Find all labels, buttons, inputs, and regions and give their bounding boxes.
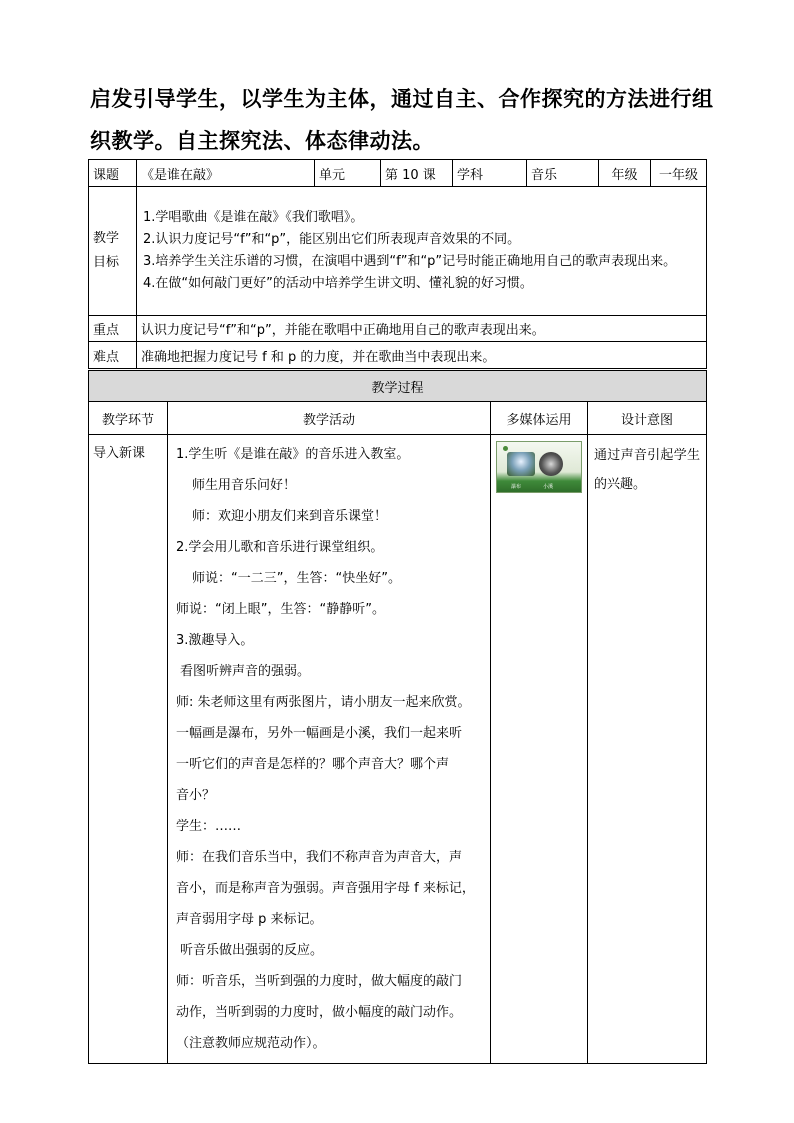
goals-content [137, 187, 707, 316]
header-media: 多媒体运用 [491, 402, 588, 435]
stream-image [539, 452, 563, 476]
stream-caption: 小溪 [543, 484, 554, 490]
waterfall-caption: 瀑布 [511, 484, 522, 490]
activity-line: 音小？ [176, 788, 216, 803]
activity-line: 师说：“一二三”，生答：“快坐好”。 [192, 571, 401, 586]
topic-value: 《是谁在敲》 [137, 160, 315, 187]
grade-value: 一年级 [651, 160, 707, 187]
goal-item: 3.培养学生关注乐谱的习惯，在演唱中遇到“f”和“p”记号时能正确地用自己的歌声表现出来。 [143, 254, 677, 269]
activity-line: 听音乐做出强弱的反应。 [180, 943, 324, 958]
key-point-label: 重点 [89, 316, 137, 342]
difficulty-text: 准确地把握力度记号 f 和 p 的力度，并在歌曲当中表现出来。 [137, 342, 707, 369]
activity-line: （注意教师应规范动作）。 [176, 1036, 326, 1051]
goals-label [89, 187, 137, 316]
activity-line: 师说：“闭上眼”，生答：“静静听”。 [176, 602, 385, 617]
header-purpose: 设计意图 [588, 402, 707, 435]
activity-cell [168, 435, 491, 1064]
activity-line: 2.学会用儿歌和音乐进行课堂组织。 [176, 540, 384, 555]
subject-label: 学科 [453, 160, 527, 187]
activity-line: 音小，而是称声音为强弱。声音强用字母 f 来标记， [176, 881, 475, 896]
activity-line: 师：在我们音乐当中，我们不称声音为声音大，声 [176, 850, 463, 865]
teaching-process-table [88, 370, 707, 1064]
header-stage: 教学环节 [89, 402, 168, 435]
activity-line: 看图听辨声音的强弱。 [180, 664, 311, 679]
intro-paragraph: 启发引导学生，以学生为主体，通过自主、合作探究的方法进行组织教学。自主探究法、体态律动法。 [90, 87, 714, 153]
activity-line: 一幅画是瀑布，另外一幅画是小溪，我们一起来听 [176, 726, 463, 741]
header-activity: 教学活动 [168, 402, 491, 435]
lesson-info-table [88, 159, 707, 369]
activity-line: 1.学生听《是谁在敲》的音乐进入教室。 [176, 447, 410, 462]
activity-line: 师：听音乐，当听到强的力度时，做大幅度的敲门 [176, 974, 463, 989]
purpose-cell: 通过声音引起学生的兴趣。 [588, 435, 707, 1064]
subject-value: 音乐 [527, 160, 599, 187]
stage-cell: 导入新课 [89, 435, 168, 1064]
activity-line: 动作，当听到弱的力度时，做小幅度的敲门动作。 [176, 1005, 463, 1020]
activity-line: 师：欢迎小朋友们来到音乐课堂！ [192, 509, 388, 524]
slide-thumbnail [496, 441, 582, 493]
slide-logo-icon [503, 446, 508, 451]
activity-line: 学生：…… [176, 819, 242, 834]
activity-line: 3.激趣导入。 [176, 633, 254, 648]
unit-label: 单元 [315, 160, 381, 187]
goals-label-line1: 教学 [93, 231, 120, 246]
media-cell [491, 435, 588, 1064]
goal-item: 4.在做“如何敲门更好”的活动中培养学生讲文明、懂礼貌的好习惯。 [143, 276, 533, 291]
activity-line: 声音弱用字母 p 来标记。 [176, 912, 323, 927]
grade-label: 年级 [599, 160, 651, 187]
key-point-text: 认识力度记号“f”和“p”，并能在歌唱中正确地用自己的歌声表现出来。 [137, 316, 707, 342]
unit-value: 第 10 课 [381, 160, 453, 187]
activity-line: 师生用音乐问好！ [192, 478, 297, 493]
activity-line: 一听它们的声音是怎样的？哪个声音大？哪个声 [176, 757, 450, 772]
goals-label-line2: 目标 [93, 255, 120, 270]
difficulty-label: 难点 [89, 342, 137, 369]
goal-item: 2.认识力度记号“f”和“p”，能区别出它们所表现声音效果的不同。 [143, 232, 521, 247]
topic-label: 课题 [89, 160, 137, 187]
goal-item: 1.学唱歌曲《是谁在敲》《我们歌唱》。 [143, 210, 364, 225]
waterfall-image [507, 452, 535, 476]
activity-line: 师: 朱老师这里有两张图片，请小朋友一起来欣赏。 [176, 695, 471, 710]
process-title: 教学过程 [89, 371, 707, 402]
